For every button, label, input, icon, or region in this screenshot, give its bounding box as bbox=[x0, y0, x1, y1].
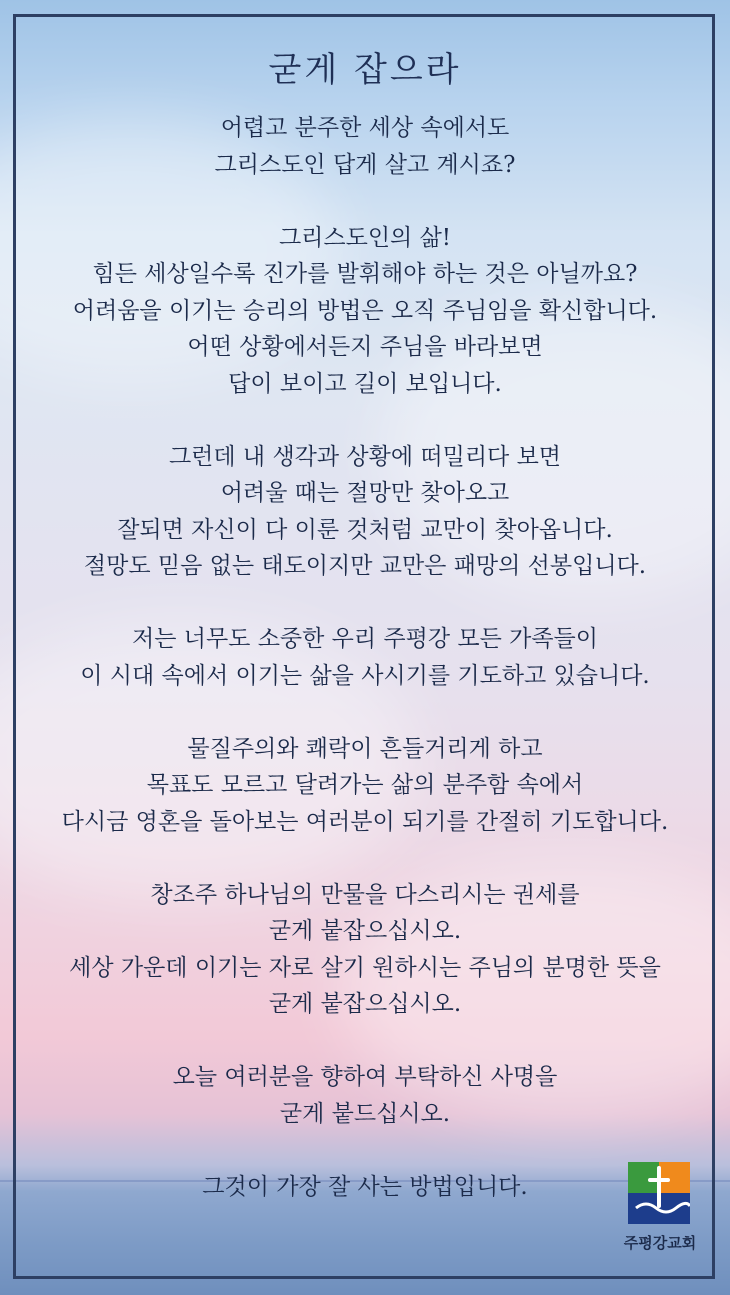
text-line: 힘든 세상일수록 진가를 발휘해야 하는 것은 아닐까요? bbox=[92, 261, 638, 287]
paragraph bbox=[20, 731, 710, 841]
text-line: 다시금 영혼을 돌아보는 여러분이 되기를 간절히 기도합니다. bbox=[61, 808, 669, 835]
text-line: 세상 가운데 이기는 자로 살기 원하시는 주님의 분명한 뜻을 bbox=[69, 954, 661, 981]
logo-orange-quadrant bbox=[659, 1162, 690, 1193]
text-line: 답이 보이고 길이 보입니다. bbox=[228, 370, 502, 397]
text-line: 이 시대 속에서 이기는 삶을 사시기를 기도하고 있습니다. bbox=[80, 662, 650, 689]
paragraph bbox=[20, 621, 710, 694]
church-name: 주평강교회 bbox=[623, 1234, 697, 1252]
text-line: 어렵고 분주한 세상 속에서도 bbox=[220, 115, 510, 141]
paragraph bbox=[20, 1169, 710, 1206]
paragraph bbox=[20, 1059, 710, 1132]
text-line: 목표도 모르고 달려가는 삶의 분주함 속에서 bbox=[146, 772, 584, 798]
text-line: 굳게 붙드십시오. bbox=[279, 1100, 451, 1127]
paragraph bbox=[20, 110, 710, 183]
text-line: 저는 너무도 소중한 우리 주평강 모든 가족들이 bbox=[131, 626, 598, 652]
page-title: 굳게 잡으라 bbox=[268, 50, 462, 90]
text-line: 잘되면 자신이 다 이룬 것처럼 교만이 찾아옵니다. bbox=[117, 516, 613, 543]
text-line: 그것이 가장 잘 사는 방법입니다. bbox=[202, 1173, 528, 1200]
message-body bbox=[20, 110, 710, 1242]
text-line: 물질주의와 쾌락이 흔들거리게 하고 bbox=[187, 735, 543, 762]
text-line: 절망도 믿음 없는 태도이지만 교만은 패망의 선봉입니다. bbox=[83, 553, 647, 579]
text-line: 어려울 때는 절망만 찾아오고 bbox=[220, 480, 510, 506]
logo-green-quadrant bbox=[628, 1162, 659, 1193]
text-line: 굳게 붙잡으십시오. bbox=[268, 918, 462, 944]
text-line: 어려움을 이기는 승리의 방법은 오직 주님임을 확신합니다. bbox=[72, 297, 658, 324]
paragraph bbox=[20, 877, 710, 1023]
text-line: 어떤 상황에서든지 주님을 바라보면 bbox=[187, 334, 543, 360]
text-line: 굳게 붙잡으십시오. bbox=[268, 991, 462, 1017]
paragraph bbox=[20, 220, 710, 403]
cross-wave-logo-icon bbox=[628, 1162, 690, 1224]
paragraph bbox=[20, 439, 710, 585]
text-line: 그리스도인의 삶! bbox=[278, 224, 452, 251]
text-line: 오늘 여러분을 향하여 부탁하신 사명을 bbox=[172, 1064, 558, 1090]
text-line: 그런데 내 생각과 상황에 떠밀리다 보면 bbox=[168, 443, 562, 470]
text-line: 창조주 하나님의 만물을 다스리시는 권세를 bbox=[150, 881, 580, 908]
text-line: 그리스도인 답게 살고 계시죠? bbox=[214, 151, 516, 178]
